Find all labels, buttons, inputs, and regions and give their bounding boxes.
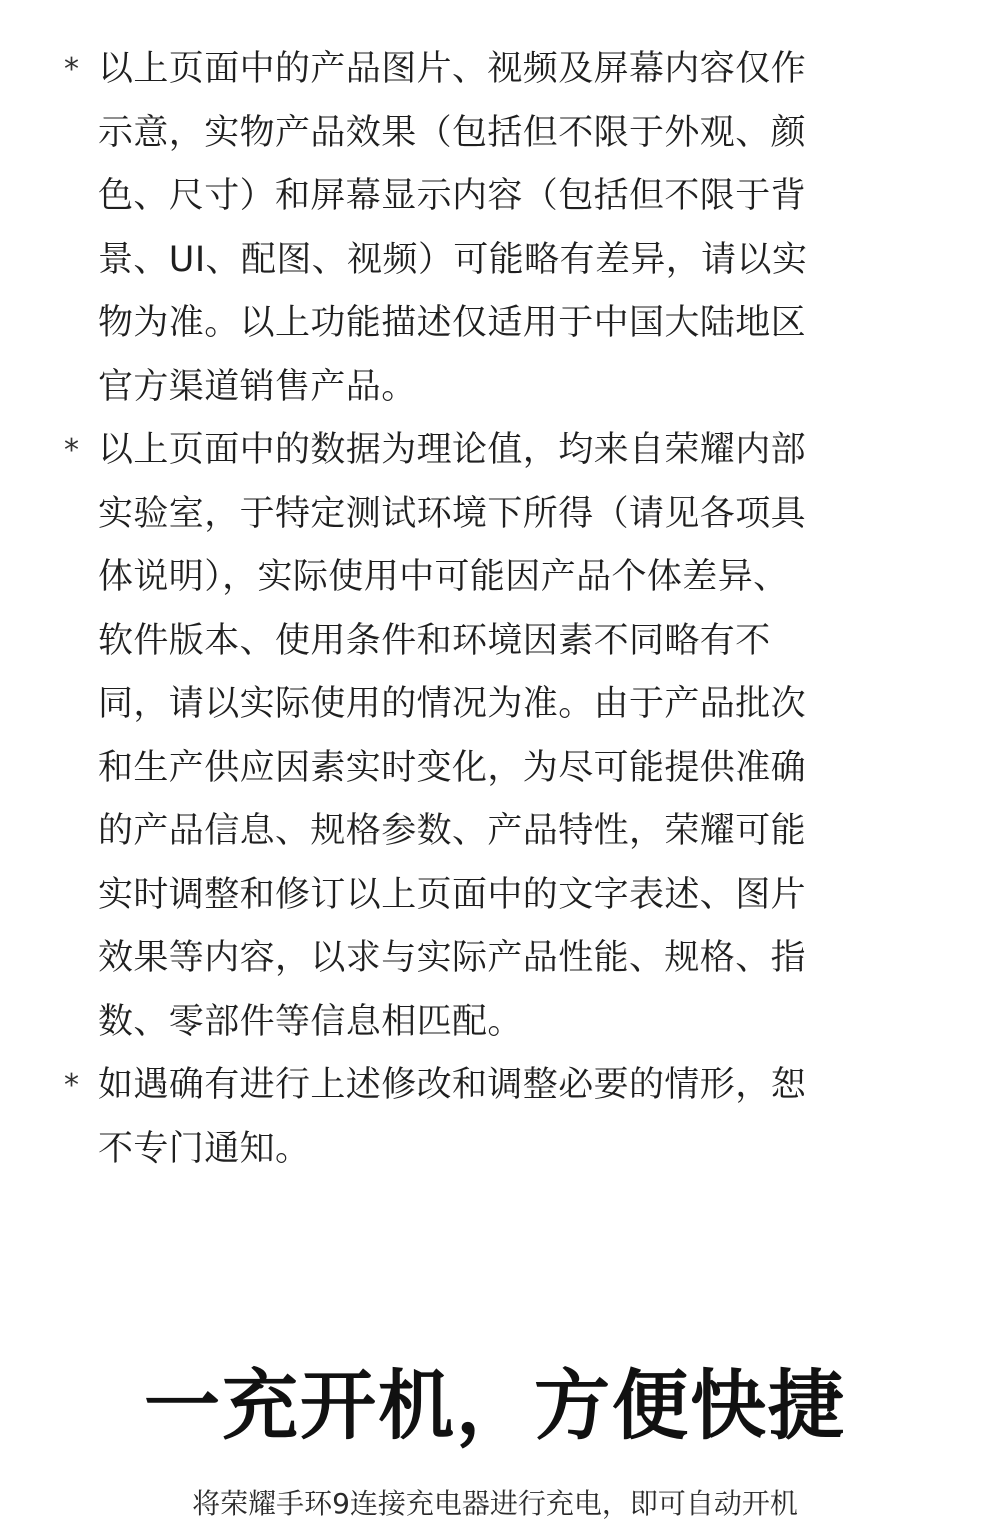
disclaimer-item — [60, 419, 850, 1054]
text-line: 物为准。以上功能描述仅适用于中国大陆地区 — [98, 303, 807, 343]
text-line: 示意，实物产品效果（包括但不限于外观、颜 — [98, 112, 807, 153]
text-line: 体说明），实际使用中可能因产品个体差异、 — [98, 557, 789, 597]
text-line: 软件版本、使用条件和环境因素不同略有不 — [98, 620, 771, 661]
text-line: 效果等内容，以求与实际产品性能、规格、指 — [98, 938, 807, 978]
text-line: 色、尺寸）和屏幕显示内容（包括但不限于背 — [98, 176, 807, 216]
bullet-asterisk: * — [64, 1068, 79, 1103]
text-line: 官方渠道销售产品。 — [98, 366, 417, 407]
text-line: 和生产供应因素实时变化，为尽可能提供准确 — [98, 747, 807, 788]
text-line: 不专门通知。 — [98, 1128, 311, 1169]
disclaimer-text — [98, 1054, 838, 1181]
bullet-asterisk: * — [64, 52, 79, 87]
text-line: 以上页面中的数据为理论值，均来自荣耀内部 — [98, 430, 807, 470]
text-line: 实时调整和修订以上页面中的文字表述、图片 — [98, 874, 807, 915]
bullet-asterisk: * — [64, 433, 79, 468]
text-line: 实验室，于特定测试环境下所得（请见各项具 — [98, 493, 807, 534]
text-line: 以上页面中的产品图片、视频及屏幕内容仅作 — [98, 49, 807, 89]
feature-headline: 一充开机，方便快捷 — [144, 1361, 846, 1450]
text-line: 如遇确有进行上述修改和调整必要的情形，恕 — [98, 1065, 807, 1105]
text-line: 景、UI、配图、视频）可能略有差异，请以实 — [98, 239, 808, 280]
feature-subtext: 将荣耀手环9连接充电器进行充电，即可自动开机 — [192, 1487, 798, 1520]
disclaimer-item — [60, 1054, 850, 1181]
text-line: 的产品信息、规格参数、产品特性，荣耀可能 — [98, 811, 807, 851]
disclaimer-list — [60, 38, 850, 1181]
disclaimer-text — [98, 419, 838, 1054]
disclaimer-item — [60, 38, 850, 419]
disclaimer-text — [98, 38, 838, 419]
text-line: 数、零部件等信息相匹配。 — [98, 1001, 523, 1042]
text-line: 同，请以实际使用的情况为准。由于产品批次 — [98, 684, 807, 724]
